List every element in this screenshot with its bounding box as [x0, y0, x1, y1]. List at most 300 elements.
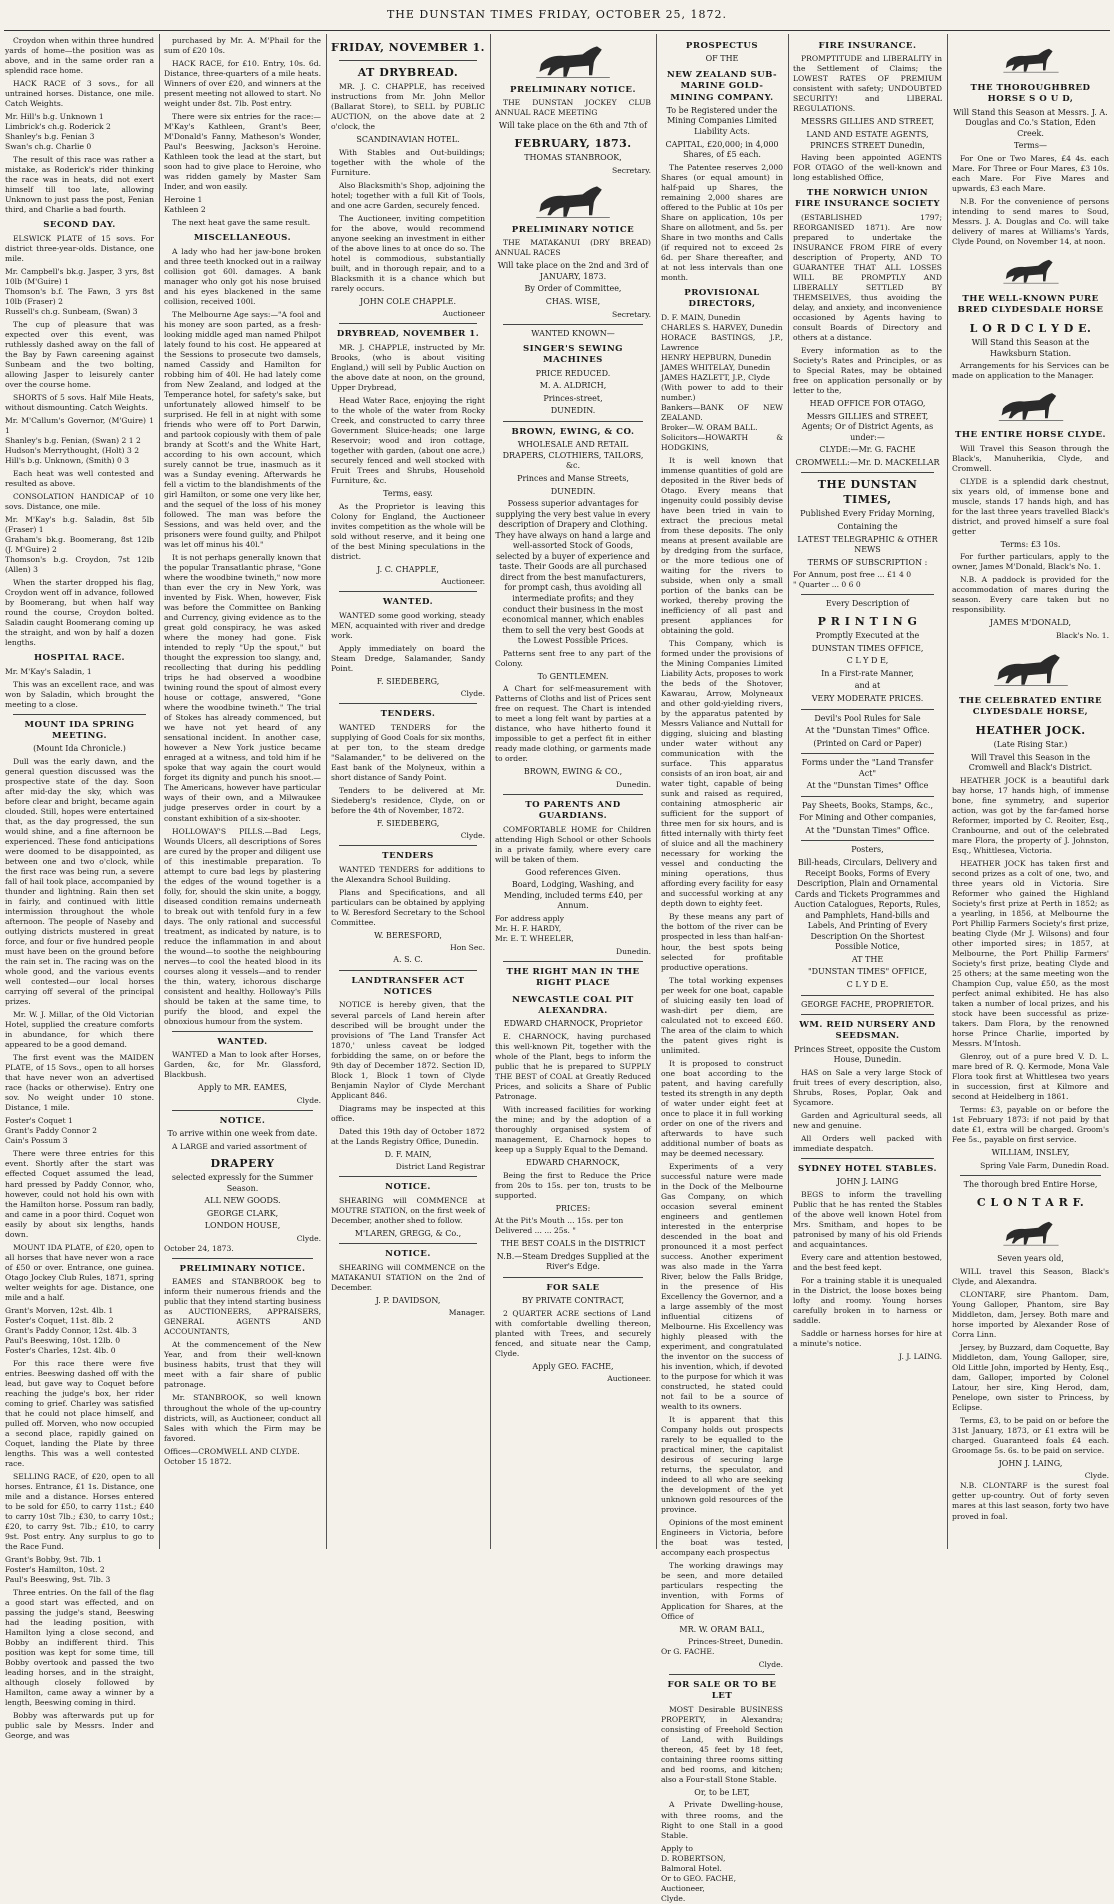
column-6 [790, 36, 945, 1548]
section-separator [801, 594, 934, 595]
listing: Grant's Bobby, 9st. 7lb. 1 Foster's Hamilton, 10st. 2 Paul's Beeswing, 9st. 7lb. 3 [5, 1555, 111, 1585]
paragraph: For further particulars, apply to the owner, James M'Donald, Black's No. 1. [952, 552, 1109, 572]
paragraph: 2 QUARTER ACRE sections of Land with comfortable dwelling thereon, planted with Trees, and securely fenced, and situate near the Camp, Clyde. [495, 1308, 651, 1358]
centered-line: Containing the [837, 521, 898, 531]
centered-line: MESSRS GILLIES AND STREET, [800, 117, 935, 127]
paragraph: CLONTARF, sire Phantom. Dam, Young Galloper, Phantom, sire Bay Middleton, dam, Jersey. Both mare and horse imported by Alexander Rose of Corra Linn. [952, 1289, 1109, 1339]
listing: Mr. Hill's b.g. Unknown 1 Limbrick's ch.g. Roderick 2 Shanley's b.g. Fenian 3 Swan's ch.g. Charlie 0 [5, 112, 111, 152]
centered-line: At the "Dunstan Times" Office [806, 781, 929, 791]
listing: At the Pit's Mouth ... 15s. per ton Delivered ... ... 25s. " [495, 1216, 624, 1236]
centered-line: JOHN J. LAING, [998, 1458, 1063, 1468]
centered-line: BY PRIVATE CONTRACT, [521, 1296, 625, 1306]
column-divider [159, 34, 160, 1549]
section-heading: TENDERS [382, 851, 434, 862]
paragraph: The first event was the MAIDEN PLATE, of 15 Sovs., open to all horses that have never won an advertised race (hacks or otherwise). Entry one sov. No weight under 10 stone. Distance, 1 mile. [5, 1053, 154, 1113]
signature-line: Clyde. [296, 1095, 321, 1105]
section-heading: THE RIGHT MAN IN THE RIGHT PLACE [506, 967, 640, 989]
centered-line: "DUNSTAN TIMES" OFFICE, [807, 967, 928, 977]
paragraph: By these means any part of the bottom of the river can be prospected in less than half-an-hour, the best spots being selected for profitable productive operations. [661, 912, 783, 972]
paragraph: HACK RACE of 3 sovs., for all untrained horses. Distance, one mile. Catch Weights. [5, 79, 154, 109]
centered-line: Published Every Friday Morning, [800, 509, 935, 519]
centered-line: Will Stand this Season at the Hawksburn Station. [971, 338, 1090, 358]
signature-line: Clyde. [758, 1660, 783, 1670]
paragraph: WILL travel this Season, Black's Clyde, and Alexandra. [952, 1266, 1109, 1286]
signature-line: Dunedin. [616, 779, 651, 789]
listing: For Annum, post free ... £1 4 0 " Quarter ... 0 6 0 [793, 570, 912, 590]
centered-line: JOHN COLE CHAPPLE. [360, 296, 456, 306]
paragraph: The next heat gave the same result. [172, 218, 311, 228]
section-heading: FIRE INSURANCE. [818, 41, 917, 51]
display-heading: C L O N T A R F. [976, 1195, 1085, 1209]
paragraph: purchased by Mr. A. M'Phail for the sum of £20 10s. [164, 36, 321, 56]
centered-line: Princes-street, [543, 393, 603, 403]
paragraph: Experiments of a very successful nature were made in the Dock of the Melbourne Gas Company, on which occasion several eminent engineers and gentlemen interested in the enterprise descended in the boat and pronounced it a most perfect success. Another experiment was also made in the Yarra River, below the Falls Bridge, in the presence of His Excellency the Governor, and a a large assembly of the most influential citizens of Melbourne. His Excellency was highly pleased with the experiment, and congratulated the inventor on the success of his invention, which, if devoted to the purpose for which it was constructed, he stated could not fail to be a source of wealth to its owners. [661, 1161, 783, 1412]
column-3 [328, 36, 488, 1548]
section-heading: PRELIMINARY NOTICE. [510, 85, 636, 95]
centered-line: Possess superior advantages for supplying the very best value in every description of Drapery and Clothing. They have always on hand a large and well-assorted Stock of Goods, selected by a buyer of experience and taste. Their Goods are all purchased direct from the best manufacturers, for prompt cash, thus avoiding all intermediate profits; and they conduct their business in the most economical manner, which enables them to sell the very best Goods at the Lowest Possible Prices. [495, 499, 651, 646]
display-heading: THE DUNSTAN TIMES, [817, 478, 918, 506]
paragraph: Garden and Agricultural seeds, all new and genuine. [793, 1110, 942, 1130]
centered-line: HEAD OFFICE FOR OTAGO, [809, 399, 926, 409]
centered-line: OF THE [705, 54, 739, 64]
centered-line: M. A. ALDRICH, [539, 381, 607, 391]
centered-line: Princes Street, opposite the Custom House, Dunedin. [794, 1044, 941, 1065]
signature-line: Secretary. [612, 165, 651, 175]
centered-line: To be Registered under the Mining Companies Limited Liability Acts. [666, 105, 778, 137]
paragraph: Opinions of the most eminent Engineers in Victoria, before the boat was tested, accompany each prospectus [661, 1518, 783, 1558]
paragraph: It is not perhaps generally known that the popular Transatlantic phrase, "Gone where the woodbine twineth," now more than ever the cry in New York, was invented by Fisk. When, however, Fisk was before the Committee on Banking and Currency, giving evidence as to the great gold conspiracy, he was asked where the money had gone. Fisk intended to reply "Up the spout," but thought the expression too slangy, and, recollecting that during his peddling trips he had observed a woodbine twining round the spout of almost every house or cottage, answered, "Gone where the woodbine twineth." The trial of Stokes has already commenced, but we have not yet heard of any sensational incident. In another case, however a New York justice became enraged at a witness, and told him if he spoke that way again the court would forget its dignity and punch his snoot.—The Americans, however have particular ways of their own, and a Milwaukee judge preserves order in court by a constant exhibition of a six-shooter. [164, 553, 321, 823]
display-heading: DRAPERY [210, 1156, 275, 1170]
signature-line: Manager. [448, 1308, 485, 1318]
paragraph: It is proposed to construct one boat according to the patent, and having carefully tested its strength in any depth of water under eight feet at once to place it in full working order on one of the rivers and afterwards to have such additional number of boats as may be deemed necessary. [661, 1058, 783, 1158]
centered-line: C L Y D E. [846, 980, 889, 989]
centered-line: DUNEDIN. [550, 486, 596, 496]
signature-line: Princes-Street, Dunedin. [688, 1637, 783, 1647]
centered-line: LONDON HOUSE, [204, 1221, 281, 1231]
paragraph: HOLLOWAY'S PILLS.—Bad Legs, Wounds Ulcers, all descriptions of Sores are cured by the proper and diligent use of this inestimable preparation. To attempt to cure bad legs by plastering the edges of the wound together is a folly, for, should the skin unite, a boggy, diseased condition remains underneath to break out with tenfold fury in a few days. The only rational and successful treatment, as indicated by nature, is to reduce the inflammation in and about the wound—to soothe the neighbouring nerves—to cool the heated blood in its courses along it vessels—and to render the thin, watery, ichorous discharge consistent and healthy. Holloway's Pills should be taken at the same time, to purify the blood, and expel the obnoxious humour from the system. [164, 826, 321, 1026]
centered-line: The thorough bred Entire Horse, [963, 1180, 1098, 1189]
centered-line: selected expressly for the Summer Season. [171, 1173, 314, 1193]
masthead-rule [4, 30, 1110, 31]
paragraph: With increased facilities for working the mine; and by the adoption of a thoroughly organised system of management, E. Charnock hopes to keep up a Supply Equal to the Demand. [495, 1105, 651, 1155]
paragraph: As the Proprietor is leaving this Colony for England, the Auctioneer invites competition as the whole will be sold without reserve, and it being one of the best Mining speculations in the district. [331, 501, 485, 561]
paragraph: Patterns sent free to any part of the Colony. [495, 648, 651, 668]
centered-line: TERMS OF SUBSCRIPTION : [807, 557, 928, 567]
signature-line: Clyde. [1084, 1471, 1109, 1481]
section-separator [801, 1158, 934, 1159]
signature-line: Hon Sec. [450, 943, 485, 953]
centered-line: Terms: £3 10s. [1000, 539, 1061, 549]
paragraph: E. CHARNOCK, having purchased this well-known Pit, together with the whole of the Plant, begs to inform the public that he is prepared to SUPPLY THE BEST of COAL at Greatly Reduced Prices, and solicits a Share of Public Patronage. [495, 1031, 651, 1102]
section-heading: THE THOROUGHBRED HORSE S O U D, [970, 83, 1091, 105]
paragraph: N.B. A paddock is provided for the accommodation of mares during the season. Every care taken but no responsibility. [952, 575, 1109, 615]
paragraph: Mr. STANBROOK, so well known throughout the whole of the up-country districts, will, as Auctioneer, conduct all Sales with which the Firm may be favored. [164, 1393, 321, 1443]
centered-line: and at [854, 681, 881, 691]
centered-line: WANTED KNOWN— [531, 328, 615, 338]
section-separator [339, 970, 477, 971]
paragraph: COMFORTABLE HOME for Children attending High School or other Schools in a private family, where every care will be taken of them. [495, 824, 651, 864]
centered-line: Good references Given. [525, 867, 621, 877]
centered-line: At the "Dunstan Times" Office. [805, 825, 930, 835]
section-heading: BROWN, EWING, & CO. [511, 427, 635, 437]
section-heading: NOTICE. [385, 1182, 431, 1193]
paragraph: The Patentee reserves 2,000 Shares (or equal amount) in half-paid up Shares, the remaining 2,000 shares are offered to the Public at 10s per Share on application, 10s per Share on allotment, and 5s. per Share in two months and Calls (if required not to exceed 2s 6d. per Share thereafter, and at not less intervals than one month. [661, 162, 783, 282]
paragraph: It is apparent that this Company holds out prospects rarely to be equalled to the practical miner, the capitalist desirous of securing large returns, the speculator, and indeed to all who are seeking the development of the yet unknown gold resources of the province. [661, 1415, 783, 1515]
signature-line: Secretary. [612, 309, 651, 319]
paragraph: ELSWICK PLATE of 15 sovs. For district three-year-olds. Distance, one mile. [5, 233, 154, 263]
section-heading: PROVISIONAL DIRECTORS, [684, 287, 760, 310]
paragraph: Having been appointed AGENTS FOR OTAGO of the well-known and long established Office, [793, 153, 942, 183]
paragraph: The working drawings may be seen, and more detailed particulars respecting the invention, with Forms of Application for Shares, at the Office of [661, 1561, 783, 1621]
section-heading: WANTED. [382, 597, 434, 608]
paragraph: HEATHER JOCK is a beautiful dark bay horse, 17 hands high, of immense bone, fine symmetry, and superior action, was got by the far-famed horse Reformer, imported by C. Reoiter, Esq., Cranbourne, and out of the celebrated mare Flora, the property of J. Johnston, Esq., Whittlesea, Victoria. [952, 775, 1109, 855]
paragraph: (ESTABLISHED 1797; REORGANISED 1871). Are now prepared to undertake the INSURANCE FROM FIRE of every description of Property, AND TO GUARANTEE THAT ALL LOSSES WILL BE PROMPTLY AND LIBERALLY SETTLED BY THEMSELVES, thus avoiding the delay, and anxiety, and inconvenience occasioned by Agents having to consult Boards of Directory and others at a distance. [793, 212, 942, 342]
paragraph: When the starter dropped his flag, Croydon went off in advance, followed by Boomerang, but when half way round the course, Croydon bolted. Saladin caught Boomerang coming up the straight, and won by half a dozen lengths. [5, 578, 154, 648]
centered-line: Or, to be LET, [694, 1787, 750, 1797]
paragraph: Terms: £3, payable on or before the 1st February 1873: if not paid by that date £1, extra will be charged. Groom's Fee 5s., payable on first service. [952, 1105, 1109, 1145]
signature-line: J. J. LAING. [899, 1352, 942, 1362]
centered-line: Terms— [1014, 141, 1047, 151]
section-separator [503, 324, 643, 325]
paragraph: Tenders to be delivered at Mr. Siedeberg's residence, Clyde, on or before the 4th of November, 1872. [331, 785, 485, 815]
centered-line: To GENTLEMEN. [537, 671, 609, 681]
paragraph: MOST Desirable BUSINESS PROPERTY, in Alexandra; consisting of Freehold Section of Land, with Buildings thereon, 45 feet by 18 feet, containing three rooms sitting and bed rooms, and kitchen; also a Four-stall Stone Stable. [661, 1704, 783, 1784]
section-heading: THE CELEBRATED ENTIRE CLYDESDALE HORSE, [958, 696, 1103, 718]
listing: For address apply Mr. H. F. HARDY, Mr. E. T. WHEELER, [495, 913, 574, 943]
clydesdale-horse-engraving [1001, 251, 1061, 289]
listing: D. F. MAIN, Dunedin CHARLES S. HARVEY, Dunedin HORACE BASTINGS, J.P., Lawrence HENRY HEPBURN, Dunedin JAMES WHITELAY, Dunedin JAMES HAZLETT, J.P., Clyde (With power to add to their number.) Bankers—BANK OF NEW ZEALAND. Broker—W. ORAM BALL. Solicitors—HOWARTH & HODGKINS, [661, 312, 783, 452]
centered-line: VERY MODERATE PRICES. [811, 693, 924, 703]
section-heading: SECOND DAY. [43, 220, 116, 231]
paragraph: Saddle or harness horses for hire at a minute's notice. [793, 1329, 942, 1349]
paragraph: There were six entries for the race:—M'Kay's Kathleen, Grant's Beer, M'Donald's Fanny, Matheson's Wonder, Paul's Beeswing, Jackson's Heroine. Kathleen took the lead at the start, but soon had to give place to Heroine, who was ridden gamely by Master Sam Inder, and won easily. [164, 112, 321, 192]
section-separator [669, 1674, 775, 1675]
centered-line: D. F. MAIN, [384, 1149, 432, 1159]
section-separator [339, 1243, 477, 1244]
section-separator [801, 472, 934, 473]
centered-line: Devil's Pool Rules for Sale [814, 713, 921, 723]
section-separator [172, 1258, 313, 1259]
section-heading: NEWCASTLE COAL PIT ALEXANDRA. [512, 994, 634, 1017]
section-heading: PRELIMINARY NOTICE. [179, 1263, 306, 1274]
section-separator [339, 323, 477, 324]
racehorse-jockey-engraving [518, 40, 628, 80]
section-separator [801, 796, 934, 797]
column-2 [161, 36, 324, 1548]
signature-line: Dunedin. [616, 946, 651, 956]
column-4 [492, 36, 654, 1548]
paragraph: THE MATAKANUI (DRY BREAD) ANNUAL RACES [495, 238, 651, 258]
centered-line: WHOLESALE AND RETAIL DRAPERS, CLOTHIERS, TAILORS, &c. [502, 440, 644, 471]
section-separator [339, 703, 477, 704]
paragraph: Jersey, by Buzzard, dam Coquette, Bay Middleton, dam, Young Galloper, sire, Old Little John, imported by Henty, Esq., dam, Galloper, imported by Colonel Latour, her sire, King Herod, dam, Penelope, own sister to Princess, by Eclipse. [952, 1342, 1110, 1412]
paragraph: SHEARING will COMMENCE at MOUTRE STATION, on the first week of December, another shed to follow. [331, 1195, 486, 1225]
listing: October 24, 1873. [164, 1243, 234, 1253]
signature-line: Clyde. [296, 1233, 321, 1243]
paragraph: A Private Dwelling-house, with three rooms, and the Right to one Stall in a good Stable. [661, 1800, 783, 1840]
listing: Or G. FACHE. [661, 1647, 715, 1657]
paragraph: MR. J. C. CHAPPLE, has received instructions from Mr. John Mellor (Ballarat Store), to SELL by PUBLIC AUCTION, on the above date at 2 o'clock, the [331, 82, 485, 132]
centered-line: Apply GEO. FACHE, [532, 1361, 614, 1371]
centered-line: CHAS. WISE, [545, 297, 601, 307]
listing: Offices—CROMWELL AND CLYDE. October 15 1872. [164, 1446, 300, 1466]
display-heading: L O R D C L Y D E. [969, 321, 1092, 335]
paragraph: CONSOLATION HANDICAP of 10 sovs. Distance, one mile. [5, 491, 154, 511]
paragraph: THE DUNSTAN JOCKEY CLUB ANNUAL RACE MEETING [495, 98, 651, 118]
section-separator [503, 961, 643, 962]
listing: Grant's Morven, 12st. 4lb. 1 Foster's Coquet, 11st. 8lb. 2 Grant's Paddy Connor, 12st. 4lb. 3 Paul's Beeswing, 10st. 12lb. 0 Foster's Charles, 12st. 4lb. 0 [5, 1305, 137, 1355]
paragraph: There were three entries for this event. Shortly after the start was effected Coquet assumed the lead, hard pressed by Paddy Connor, who, however, could not hold his own with the Hamilton horse. Possum ran badly, and came in a poor third. Coquet won easily by about six lengths, hands down. [5, 1149, 154, 1239]
centered-line: THOMAS STANBROOK, [524, 153, 622, 163]
centered-line: PRICES: [555, 1203, 591, 1213]
centered-line: M'LAREN, GREGG, & Co., [354, 1228, 462, 1238]
section-separator [960, 1175, 1101, 1176]
centered-line: At the "Dunstan Times" Office. [805, 726, 930, 736]
centered-line: Promptly Executed at the [815, 631, 920, 641]
racehorses-engraving [518, 180, 628, 220]
paragraph: For One or Two Mares, £4 4s. each Mare. For Three or Four Mares, £3 10s. each Mare. For Five Mares and upwards, £3 each Mare. [952, 153, 1109, 193]
centered-line: EDWARD CHARNOCK, Proprietor [503, 1019, 643, 1029]
display-heading: AT DRYBREAD. [357, 65, 459, 79]
centered-line: JAMES M'DONALD, [989, 618, 1072, 628]
section-separator [801, 753, 934, 754]
paragraph: HACK RACE, for £10. Entry, 10s. 6d. Distance, three-quarters of a mile heats. Winners of over £20, and winners at the present meeting not allowed to start. No weight under 8st. 7lb. Post entry. [164, 59, 321, 109]
section-separator [339, 845, 477, 846]
section-heading: MISCELLANEOUS. [193, 233, 292, 244]
listing: Apply to D. ROBERTSON, Balmoral Hotel. Or to GEO. FACHE, Auctioneer, Clyde. [661, 1843, 737, 1903]
listing: Mr. Campbell's bk.g. Jasper, 3 yrs, 8st 10lb (M'Guire) 1 Thomson's b.f. The Fawn, 3 yrs 8st 10lb (Fraser) 2 Russell's ch.g. Sunbeam, (Swan) 3 [5, 266, 154, 316]
paragraph: Head Water Race, enjoying the right to the whole of the water from Rocky Creek, and constructed to carry three Government Sluice-heads; one large Reservoir; wood and iron cottage, together with garden, (about one acre,) securely fenced and well stocked with Fruit Trees and Shrubs, Household Furniture, &c. [331, 395, 485, 485]
paragraph: All Orders well packed with immediate despatch. [793, 1133, 942, 1153]
column-divider [947, 34, 948, 1549]
column-divider [788, 34, 789, 1549]
centered-line: CAPITAL, £20,000; in 4,000 Shares, of £5 each. [665, 139, 779, 160]
section-heading: TENDERS. [380, 709, 436, 720]
display-heading: FEBRUARY, 1873. [514, 136, 632, 150]
section-heading: NEW ZEALAND SUB-MARINE GOLD-MINING COMPANY. [666, 69, 778, 103]
paragraph: Also Blacksmith's Shop, adjoining the hotel; together with a full Kit of Tools, and one acre Garden, securely fenced. [331, 180, 485, 210]
section-heading: PRELIMINARY NOTICE [511, 225, 635, 235]
section-heading: MOUNT IDA SPRING MEETING. [24, 719, 135, 741]
paragraph: Will Travel this Season through the Black's, Manuherikia, Clyde, and Cromwell. [952, 443, 1109, 473]
centered-line: Messrs GILLIES and STREET, Agents; Or of District Agents, as under:— [801, 411, 934, 442]
section-separator [339, 591, 477, 592]
paragraph: Dull was the early dawn, and the general question discussed was the prospective state of the day. Soon after mid-day the sky, which was before clear and bright, became again clouded. Still, hopes were entertained that, as the day progressed, the sun would shine, and a fine afternoon be experienced. These fond anticipations were doomed to be disappointed, as between one and two o'clock, while the first race was being run, a severe fall of hail took place, accompanied by thunder and lightning. Rain then set in fairly, and continued with little intermission throughout the whole afternoon. The people of Naseby and outlying districts mustered in great force, and four or five hundred people must have been on the ground before the rain set in. The racing was on the whole good, and the various events well contested—our local horses carrying off several of the principal prizes. [5, 756, 154, 1007]
signature-line: Auctioneer. [441, 577, 485, 587]
centered-line: W. BERESFORD, [374, 930, 442, 940]
paragraph: The result of this race was rather a mistake, as Roderick's rider thinking the race was in heats, did not exert himself till too late, allowing Unknown to just pass the post, Fenian third, and Charlie a bad fourth. [5, 155, 154, 215]
centered-line: Will Stand this Season at Messrs. J. A. Douglas and Co.'s Station, Eden Creek. [953, 107, 1108, 138]
paragraph: N.B. For the convenience of persons intending to send mares to Soud, Messrs. J. A. Douglas and Co. will take delivery of mares at Williams's Yards, Clyde Pound, on November 14, at noon. [952, 196, 1109, 246]
masthead: THE DUNSTAN TIMES FRIDAY, OCTOBER 25, 1872. [386, 8, 728, 21]
section-separator [339, 1176, 477, 1177]
section-heading: FOR SALE [546, 1282, 600, 1293]
listing: Mr. M'Callum's Governor, (M'Guire) 1 1 Shanley's b.g. Fenian, (Swan) 2 1 2 Hudson's Merrythought, (Holt) 3 2 Hill's b.g. Unknown, (Smith) 0 3 [5, 415, 154, 465]
clontarf-horse-engraving [1001, 1214, 1061, 1250]
centered-line: Pay Sheets, Books, Stamps, &c., [802, 800, 933, 810]
section-heading: PROSPECTUS [685, 41, 759, 51]
paragraph: A Chart for self-measurement with Patterns of Cloths and list of Prices sent free on request. The Chart is intended to meet a long felt want by parties at a distance, who have hitherto found it impossible to get a perfect fit in either ready made clothing, or garments made to order. [495, 684, 651, 764]
entire-horse-engraving [996, 385, 1066, 425]
paragraph: The total working expenses per week for one boat, capable of sluicing easily ten load of wash-dirt per diem, are calculated not to exceed £60. The area of the claim to which the patent gives right is unlimited. [661, 975, 783, 1055]
paragraph: Bobby was afterwards put up for public sale by Messrs. Inder and George, and was [5, 1711, 154, 1741]
thoroughbred-horse-engraving [1001, 40, 1061, 78]
paragraph: MOUNT IDA PLATE, of £20, open to all horses that have never won a race of £50 or over. Entrance, one guinea. Otago Jockey Club Rules, 1871, spring welter weights for age. Distance, one mile and a half. [5, 1242, 154, 1302]
centered-line: MR. W. ORAM BALL, [679, 1624, 765, 1634]
section-separator [801, 840, 934, 841]
signature-line: Black's No. 1. [1056, 631, 1109, 641]
section-heading: LANDTRANSFER ACT NOTICES [351, 975, 465, 998]
section-heading: THE WELL-KNOWN PURE BRED CLYDESDALE HORSE [957, 294, 1104, 316]
paragraph: Every information as to the Society's Rates and Principles, or as to Special Rates, may be obtained free on application personally or by letter to the, [793, 346, 942, 396]
centered-line: J. C. CHAPPLE, [377, 564, 439, 574]
centered-line: Seven years old, [997, 1254, 1064, 1264]
paragraph: This Company, which is formed under the provisions of the Mining Companies Limited Liability Acts, proposes to work the beds of the Shotover, Kawarau, Arrow, Molyneaux and other gold-yielding rivers, by the apparatus patented by Messrs Valiance and Nuttall for digging, sluicing and blasting under water without any communication with the surface. This apparatus consists of an iron boat, air and water tight, capable of being sunk and raised as required, containing atmospheric air sufficient for the support of three men for six hours, and is fitted internally with thirty feet of sluice and all the machinery necessary for working the vessel and conducting the mining operations, thus affording every facility for easy and successful working at any depth down to eighty feet. [661, 639, 783, 909]
centered-line: DUNEDIN. [550, 406, 596, 416]
paragraph: This was an excellent race, and was won by Saladin, which brought the meeting to a close. [5, 679, 154, 709]
section-heading: WANTED. [217, 1036, 268, 1047]
centered-line: Posters, [851, 845, 884, 855]
centered-line: By Order of Committee, [524, 284, 622, 294]
centered-line: Will take place on the 2nd and 3rd of JANUARY, 1873. [497, 261, 649, 281]
centered-line: LATEST TELEGRAPHIC & OTHER NEWS [797, 534, 938, 555]
paragraph: The cup of pleasure that was expected over this event, was ruthlessly dashed away on the fall of the Bay by Fawn careening against Sunbeam and the two bolting, allowing Jasper to leisurely canter over the course home. [5, 319, 154, 389]
paragraph: Terms, £3, to be paid on or before the 31st January, 1873, or £1 extra will be charged. Guaranteed foals £4 each. Groomage 5s. 6s. to be paid on service. [952, 1415, 1109, 1455]
paragraph: HAS on Sale a very large Stock of fruit trees of every description, also, Shrubs, Roses, Poplar, Oak and Sycamore. [793, 1067, 942, 1107]
paragraph: SELLING RACE, of £20, open to all horses. Entrance, £1 1s. Distance, one mile and a distance. Horses entered to be sold for £50, to carry 11st.; £40 to carry 10st 7lb.; £30, to carry 10st.; £20, to carry 9st. 7lb.; £10, to carry 9st. Post entry. Any surplus to go to the Race Fund. [5, 1471, 154, 1552]
paragraph: Croydon when within three hundred yards of home—the position was as above, and in the same order ran a splendid race home. [5, 36, 154, 76]
section-separator [172, 1031, 313, 1032]
centered-line: F. SIEDEBERG, [376, 676, 440, 686]
centered-line: A. S. C. [393, 955, 423, 965]
centered-line: C L Y D E, [846, 656, 889, 666]
paragraph: WANTED a Man to look after Horses, Garden, &c, for Mr. Glassford, Blackbush. [164, 1050, 321, 1080]
signature-line: Spring Vale Farm, Dunedin Road. [980, 1160, 1109, 1170]
centered-line: In a First-rate Manner, [821, 668, 914, 678]
column-7 [949, 36, 1112, 1548]
section-heading: THE ENTIRE HORSE CLYDE. [954, 430, 1107, 441]
centered-line: CLYDE:—Mr. G. FACHE [819, 445, 916, 455]
centered-line: F. SIEDEBERG, [376, 818, 440, 828]
centered-line: Every Description of [825, 599, 910, 609]
centered-line: LAND AND ESTATE AGENTS, PRINCES STREET Dunedin, [806, 129, 929, 150]
paragraph: The Melbourne Age says:—"A fool and his money are soon parted, as a fresh-looking middle aged man named Philpot lately found to his cost. He appeared at the Sessions to prosecute two damsels, named Cassidy and Hamilton for robbing him of 40l. He had lately come from New Zealand, and lodged at the Temperance hotel, for safety's sake, but unfortunately allowed himself to be surprised. He fell in at night with some friends who were off to Port Darwin, and partook copiously with them of pale brandy at Scott's and the White Hart, according to his own account, which surely cannot be true, inasmuch as it was a Sunday evening. Afterwards he fell a victim to the blandishments of the girl Hamilton, or some one very like her, and the sequel of the loss of his money followed. The man was before the Sessions, and was held over, and the prisoners were found guilty, and Philpot was let off minus his 40l." [164, 309, 321, 550]
section-heading: DRYBREAD, NOVEMBER 1. [336, 329, 480, 340]
column-divider [326, 34, 327, 1549]
section-separator [503, 794, 643, 795]
paragraph: Being the first to Reduce the Price from 20s to 15s. per ton, trusts to be supported. [495, 1170, 651, 1200]
section-heading: SINGER'S SEWING MACHINES [522, 344, 624, 366]
centered-line: AT THE [851, 954, 884, 964]
paragraph: NOTICE is hereby given, that the several parcels of Land herein after described will be brought under the provisions of 'The Land Transfer Act 1870,' unless caveat be lodged forbidding the same, on or before the 9th day of December 1872. Section ID, Block 1, Block 1 town of Clyde Benjamin Naylor of Clyde Merchant Applicant 846. [331, 1000, 485, 1100]
centered-line: BROWN, EWING & CO., [523, 767, 623, 777]
centered-line: GEORGE CLARK, [206, 1208, 279, 1218]
display-heading: HEATHER JOCK. [975, 723, 1086, 737]
centered-line: (Late Rising Star.) [993, 740, 1068, 750]
listing: Heroine 1 Kathleen 2 [164, 195, 206, 215]
paragraph: MR. J. CHAPPLE, instructed by Mr. Brooks, (who is about visiting England,) will sell by Public Auction on the above date at noon, on the ground, Upper Drybread, [331, 342, 485, 392]
section-separator [339, 60, 477, 61]
section-heading: HOSPITAL RACE. [33, 653, 126, 664]
section-heading: WM. REID NURSERY AND SEEDSMAN. [799, 1020, 936, 1042]
paragraph: N.B. CLONTARF is the surest foal getter up-country. Out of forty seven mares at this last season, forty two have proved in foal. [952, 1481, 1109, 1521]
paragraph: WANTED TENDERS for additions to the Alexandra School Building. [331, 864, 485, 884]
centered-line: Will Travel this Season in the Cromwell and Black's District. [968, 752, 1093, 773]
section-separator [503, 421, 643, 422]
section-heading: THE NORWICH UNION FIRE INSURANCE SOCIETY [794, 188, 941, 210]
listing: Foster's Coquet 1 Grant's Paddy Connor 2 Cain's Possum 3 [5, 1116, 97, 1146]
centered-line: Will take place on the 6th and 7th of [498, 121, 648, 131]
paragraph: A LARGE and varied assortment of [172, 1141, 307, 1151]
column-divider [656, 34, 657, 1549]
section-separator [13, 714, 146, 715]
centered-line: GEORGE FACHE, PROPRIETOR. [800, 999, 935, 1009]
centered-line: Forms under the "Land Transfer Act" [801, 758, 934, 778]
centered-line: For Mining and Other companies, [798, 813, 937, 823]
paragraph: Glenroy, out of a pure bred V. D. L. mare bred of R. Q. Kermode, Mona Vale Flora took first at Whittlesea two years in succession, first at Kilmore and second at Heidelberg in 1861. [952, 1052, 1109, 1102]
centered-line: Terms, easy. [383, 489, 433, 498]
paragraph: Plans and Specifications, and all particulars can be obtained by applying to W. Beresford Secretary to the School Committee. [331, 887, 485, 927]
paragraph: WANTED some good working, steady MEN, acquainted with river and dredge work. [331, 610, 485, 640]
paragraph: Each heat was well contested and resulted as above. [5, 468, 154, 488]
paragraph: SHORTS of 5 sovs. Half Mile Heats, without dismounting. Catch Weights. [5, 392, 154, 412]
column-divider [490, 34, 491, 1549]
paragraph: Every care and attention bestowed, and the best feed kept. [793, 1252, 942, 1272]
paragraph: With Stables and Out-buildings; together with the whole of the Furniture. [331, 147, 485, 177]
section-separator [801, 1014, 934, 1015]
centered-line: PRICE REDUCED. [535, 368, 611, 378]
listing: Mr. M'Kay's Saladin, 1 [5, 666, 92, 676]
paragraph: PROMPTITUDE and LIBERALITY in the Settlement of Claims; the LOWEST RATES OF PREMIUM consistent with safety; UNDOUBTED SECURITY! and LIBERAL REGULATIONS. [793, 54, 942, 114]
paragraph: HEATHER JOCK has taken first and second prizes as a colt of one, two, and three years old in Victoria. Sire Reformer who gained the Highland Society's first prize at Perth in 1852; as a yearling, in 1856, at Melbourne the Port Phillip Farmers Society's first prize, beating Clyde (Mr J. Wilsons) and four other imported sires; in 1857, at Melbourne, the Port Phillip Farmers' Society's first prize, beating Clyde and 25 others; at the same meeting won the Champion Cup, value £50, as the most perfect animal exhibited. He has also taken a number of local prizes, and his stock have been successful as prize-takers. Dam Flora, by the renowned horse Prince Charlie, imported by Messrs. M'Intosh. [952, 859, 1109, 1049]
paragraph: WANTED TENDERS for the supplying of Good Coals for six months, at per ton, to the steam dredge "Salamander," to be delivered on the East bank of the Molyneux, within a short distance of Sandy Point. [331, 722, 485, 782]
centered-line: To arrive within one week from date. [167, 1129, 318, 1139]
centered-line: WILLIAM, INSLEY, [991, 1148, 1070, 1158]
paragraph: EAMES and STANBROOK beg to inform their numerous friends and the public that they intend starting business as AUCTIONEERS, APPRAISERS, GENERAL AGENTS AND ACCOUNTANTS, [164, 1277, 321, 1337]
centered-line: THE BEST COALS in the DISTRICT [500, 1239, 646, 1249]
centered-line: Board, Lodging, Washing, and Mending, included terms £40, per Annum. [503, 880, 643, 911]
centered-line: Apply to MR. EAMES, [198, 1083, 287, 1093]
section-heading: NOTICE. [385, 1249, 431, 1260]
section-heading: FOR SALE OR TO BE LET [667, 1680, 777, 1702]
section-separator [801, 709, 934, 710]
listing: Mr. M'Kay's b.g. Saladin, 8st 5lb (Fraser) 1 Graham's bk.g. Boomerang, 8st 12lb (J. M'Guire) 2 Thomson's b.g. Croydon, 7st 12lb (Allen) 3 [5, 515, 154, 575]
paragraph: At the commencement of the New Year, and from their well-known business habits, trust that they will meet with a fair share of public patronage. [164, 1340, 321, 1390]
section-heading: NOTICE. [219, 1115, 266, 1126]
display-heading: P R I N T I N G [817, 614, 918, 628]
centered-line: N.B.—Steam Dredges Supplied at the River's Edge. [496, 1251, 650, 1272]
paragraph: A lady who had her jaw-bone broken and three teeth knocked out in a railway collision got 60l. damages. A bank manager who only got his nose bruised and his eyes blackened in the same collision, received 100l. [164, 246, 321, 306]
paragraph: BEGS to inform the travelling Public that he has rented the Stables of the above well known Hotel from Mrs. Smitham, and hopes to be patronised by many of his old Friends and acquaintances. [793, 1189, 942, 1249]
section-heading: SYDNEY HOTEL STABLES. [798, 1164, 937, 1174]
centered-line: DUNSTAN TIMES OFFICE, [811, 643, 924, 653]
display-heading: FRIDAY, NOVEMBER 1. [331, 41, 485, 54]
paragraph: CLYDE is a splendid dark chestnut, six years old, of immense bone and muscle, stands 17 hands high, and has for the last three years travelled Black's district, and proved himself a sure foal getter [952, 476, 1109, 536]
section-separator [503, 1277, 643, 1278]
section-heading: TO PARENTS AND GUARDIANS. [525, 800, 621, 822]
paragraph: Diagrams may be inspected at this office. [331, 1103, 485, 1123]
centered-line: ALL NEW GOODS. [204, 1196, 281, 1206]
paragraph: Dated this 19th day of October 1872 at the Lands Registry Office, Dunedin. [331, 1126, 485, 1146]
centered-line: Princes and Manse Streets, [517, 473, 629, 483]
section-separator [172, 1110, 313, 1111]
paragraph: For this race there were five entries. Beeswing dashed off with the lead, but gave way to Coquet before reaching the judge's box, her rider coming to grief. Charley was satisfied that he could not place himself, and pulled off. Morven, who now occupied a second place, rapidly gained on Coquet, landing the Plate by three lengths. This was a well contested race. [5, 1358, 154, 1468]
signature-line: Auctioneer [442, 309, 485, 319]
paragraph: Three entries. On the fall of the flag a good start was effected, and on passing the judge's stand, Beeswing had the leading position, with Hamilton lying a close second, and Bobby an indifferent third. This position was kept for some time, till Bobby overtook and passed the two leading horses, and in the straight, although closely followed by Hamilton, came away a winner by a length, Beeswing coming in third. [5, 1588, 154, 1708]
centered-line: JOHN J. LAING [836, 1177, 899, 1187]
paragraph: It is well known that immense quantities of gold are deposited in the River beds of Otago. Every means that ingenuity could possibly devise have been tried in vain to extract the precious metal from these deposits. The only means at present available are by dredging from the surface, or the more tedious one of waiting for the rivers to subside, when only a small portion of the banks can be worked, thereby proving the inefficiency of all past and present appliances for obtaining the gold. [661, 455, 783, 636]
centered-line: J. P. DAVIDSON, [375, 1295, 441, 1305]
